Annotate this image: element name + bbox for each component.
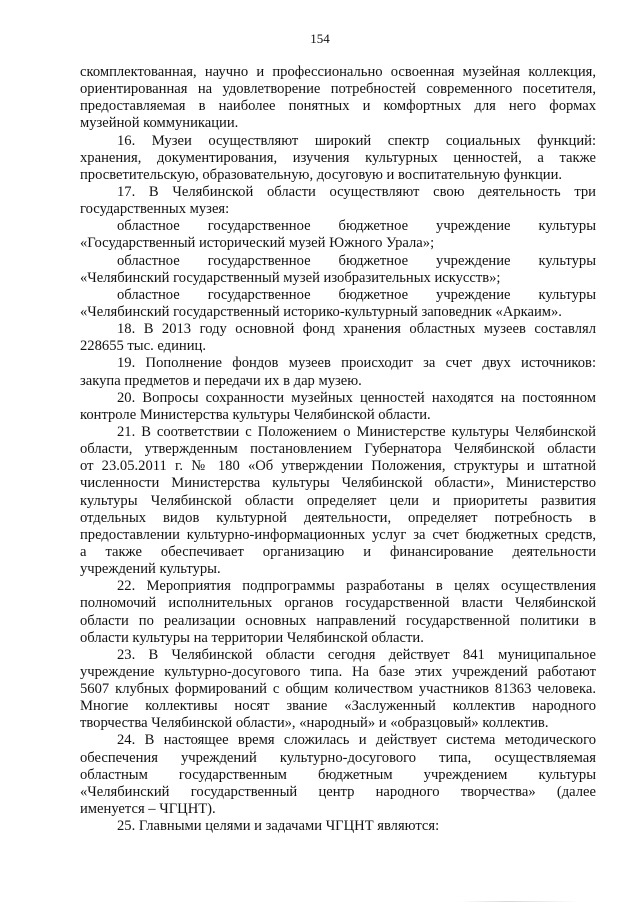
scan-artifact [460,901,580,902]
text-line: предоставляемая в наиболее понятных и комфортных для него формах [80,98,596,115]
text-line: культуры Челябинской области определяет цели и приоритеты развития [80,492,596,509]
text-line: области по реализации основных направлений государственной политики в [80,612,596,629]
text-line: областным государственным бюджетным учреждением культуры [80,766,596,783]
text-line: 228655 тыс. единиц. [80,338,206,355]
text-line: областное государственное бюджетное учреждение культуры [117,218,596,235]
text-line: 21. В соответствии с Положением о Министерстве культуры Челябинской [117,423,596,440]
text-line: области, утвержденным постановлением Губернатора Челябинской области [80,441,596,458]
text-line: 19. Пополнение фондов музеев происходит за счет двух источников: [117,355,596,372]
text-line: музейной коммуникации. [80,115,239,132]
text-line: закупа предметов и передачи их в дар музею. [80,372,362,389]
text-line: областное государственное бюджетное учреждение культуры [117,286,596,303]
text-line: скомплектованная, научно и профессионально освоенная музейная коллекция, [80,64,596,80]
text-line: полномочий исполнительных органов государственной власти Челябинской [80,595,596,612]
text-line: просветительскую, образовательную, досуговую и воспитательную функции. [80,166,563,183]
text-line: области культуры на территории Челябинской области. [80,629,424,646]
text-line: «Челябинский государственный музей изобразительных искусств»; [80,269,501,286]
text-line: от 23.05.2011 г. № 180 «Об утверждении Положения, структуры и штатной [80,458,596,475]
text-line: обеспечения учреждений культурно-досугового типа, осуществляемая [80,749,596,766]
text-line: хранения, документирования, изучения культурных ценностей, а также [80,149,596,166]
text-line: областное государственное бюджетное учреждение культуры [117,252,596,269]
text-line: отдельных видов культурной деятельности, определяет потребность в [80,509,596,526]
text-line: «Государственный исторический музей Южного Урала»; [80,235,435,252]
text-line: «Челябинский государственный центр народного творчества» (далее [80,783,596,800]
text-line: учреждений культуры. [80,561,221,578]
text-line: учреждение культурно-досугового типа. На базе этих учреждений работают [80,663,596,680]
text-line: 25. Главными целями и задачами ЧГЦНТ являются: [117,818,440,835]
page-number: 154 [310,31,330,46]
text-line: а также обеспечивает организацию и финансирование деятельности [80,543,596,560]
text-line: 16. Музеи осуществляют широкий спектр социальных функций: [117,132,596,149]
text-line: 17. В Челябинской области осуществляют свою деятельность три [117,183,596,200]
text-line: 24. В настоящее время сложилась и действует система методического [117,732,596,749]
text-line: ориентированная на удовлетворение потребностей современного посетителя, [80,81,596,98]
text-line: 18. В 2013 году основной фонд хранения областных музеев составлял [117,321,596,338]
text-line: 23. В Челябинской области сегодня действует 841 муниципальное [117,646,596,663]
text-line: численности Министерства культуры Челябинской области», Министерство [80,475,596,492]
text-line: контроле Министерства культуры Челябинской области. [80,406,431,423]
text-line: 5607 клубных формирований с общим количеством участников 81363 человека. [80,681,596,698]
text-line: «Челябинский государственный историко-культурный заповедник «Аркаим». [80,303,562,320]
text-line: Многие коллективы носят звание «Заслуженный коллектив народного [80,698,596,715]
text-line: творчества Челябинской области», «народный» и «образцовый» коллектив. [80,715,549,732]
text-line: именуется – ЧГЦНТ). [80,801,216,818]
text-line: 22. Мероприятия подпрограммы разработаны в целях осуществления [117,578,596,595]
document-body [80,64,596,835]
text-line: предоставлении культурно-информационных услуг за счет бюджетных средств, [80,526,596,543]
text-line: государственных музея: [80,201,230,218]
text-line: 20. Вопросы сохранности музейных ценностей находятся на постоянном [117,389,596,406]
